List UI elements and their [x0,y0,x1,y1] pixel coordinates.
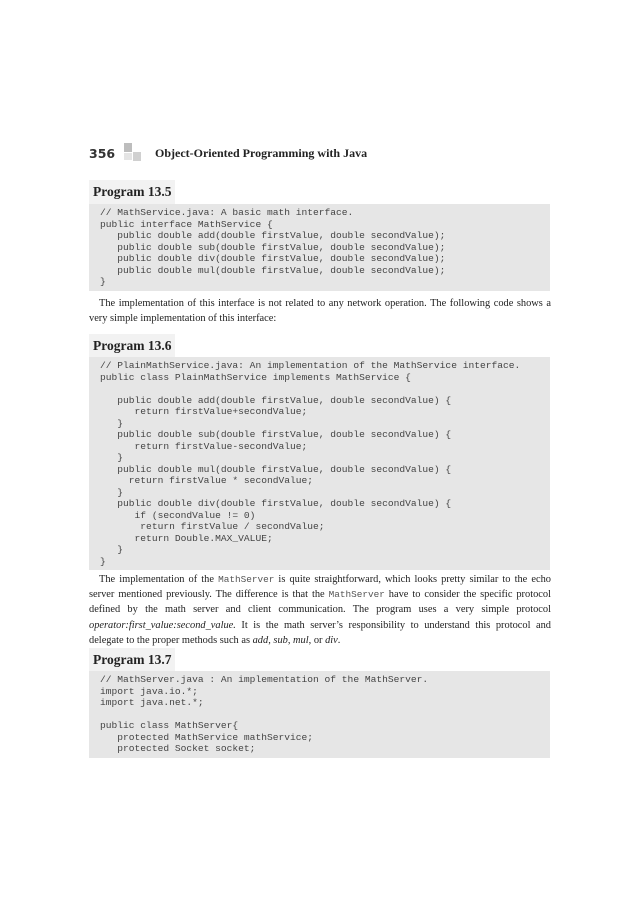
code-line: public double div(double firstValue, double secondValue) { [100,498,452,509]
code-line: public double mul(double firstValue, double secondValue) { [100,463,452,475]
code-line: return firstValue+secondValue; [100,406,308,417]
code-line: public class PlainMathService implements MathService { [100,371,411,383]
code-line: if (secondValue != 0) [100,509,256,521]
code-line: protected MathService mathService; [100,731,314,743]
code-line: protected Socket socket; [100,743,256,754]
code-line: } [100,486,124,498]
program-label: Program 13.5 [89,180,175,204]
code-line: // MathService.java: A basic math interface. [100,207,354,218]
running-header [89,143,367,163]
code-line: public interface MathService { [100,218,273,230]
code-line: public double mul(double firstValue, double secondValue); [100,264,446,276]
code-listing [89,671,550,758]
protocol-text: operator:first_value:second_value. [89,619,236,631]
code-line: public double sub(double firstValue, double secondValue); [100,241,446,253]
code-line: public class MathServer{ [100,720,239,731]
body-paragraph: The implementation of the MathServer is quite straightforward, which looks pretty similar to the echo server mentioned previously. The difference is that the MathServer have to consider the specific protocol defined by the math server and client communication. The program uses a very simple protocol operator:first_value:second_value. It is the math server’s responsibility to understand this protocol and delegate to the proper methods such as add, sub, mul, or div. [89,574,551,646]
code-line: } [100,452,124,463]
book-title: Object-Oriented Programming with Java [155,145,368,160]
page-number: 356 [89,145,116,161]
code-listing [89,204,550,291]
code-line: } [100,555,106,567]
code-line: public double add(double firstValue, double secondValue) { [100,394,452,406]
paragraph-text: The implementation of this interface is not related to any network operation. The following code shows a very simple implementation of this interface: [89,298,551,325]
code-line: return firstValue * secondValue; [100,475,314,486]
code-line: } [100,417,124,429]
code-line: // PlainMathService.java: An implementation of the MathService interface. [100,360,521,371]
code-line: import java.io.*; [100,685,198,697]
code-line: public double div(double firstValue, double secondValue); [100,253,446,264]
header-decoration [123,143,149,163]
code-line: // MathServer.java : An implementation of the MathServer. [100,674,429,685]
inline-code: MathServer [328,589,385,601]
code-line: } [100,544,124,555]
code-line: public double sub(double firstValue, double secondValue) { [100,429,452,440]
body-paragraph [89,296,551,326]
code-line: } [100,276,106,287]
program-label: Program 13.7 [89,648,175,672]
code-line: import java.net.*; [100,697,204,708]
code-listing [89,357,550,570]
code-line: return Double.MAX_VALUE; [100,532,273,544]
program-label: Program 13.6 [89,334,175,358]
code-line: return firstValue-secondValue; [100,440,308,452]
code-line: public double add(double firstValue, double secondValue); [100,230,446,241]
code-line: return firstValue / secondValue; [100,521,325,532]
inline-code: MathServer [218,574,275,585]
